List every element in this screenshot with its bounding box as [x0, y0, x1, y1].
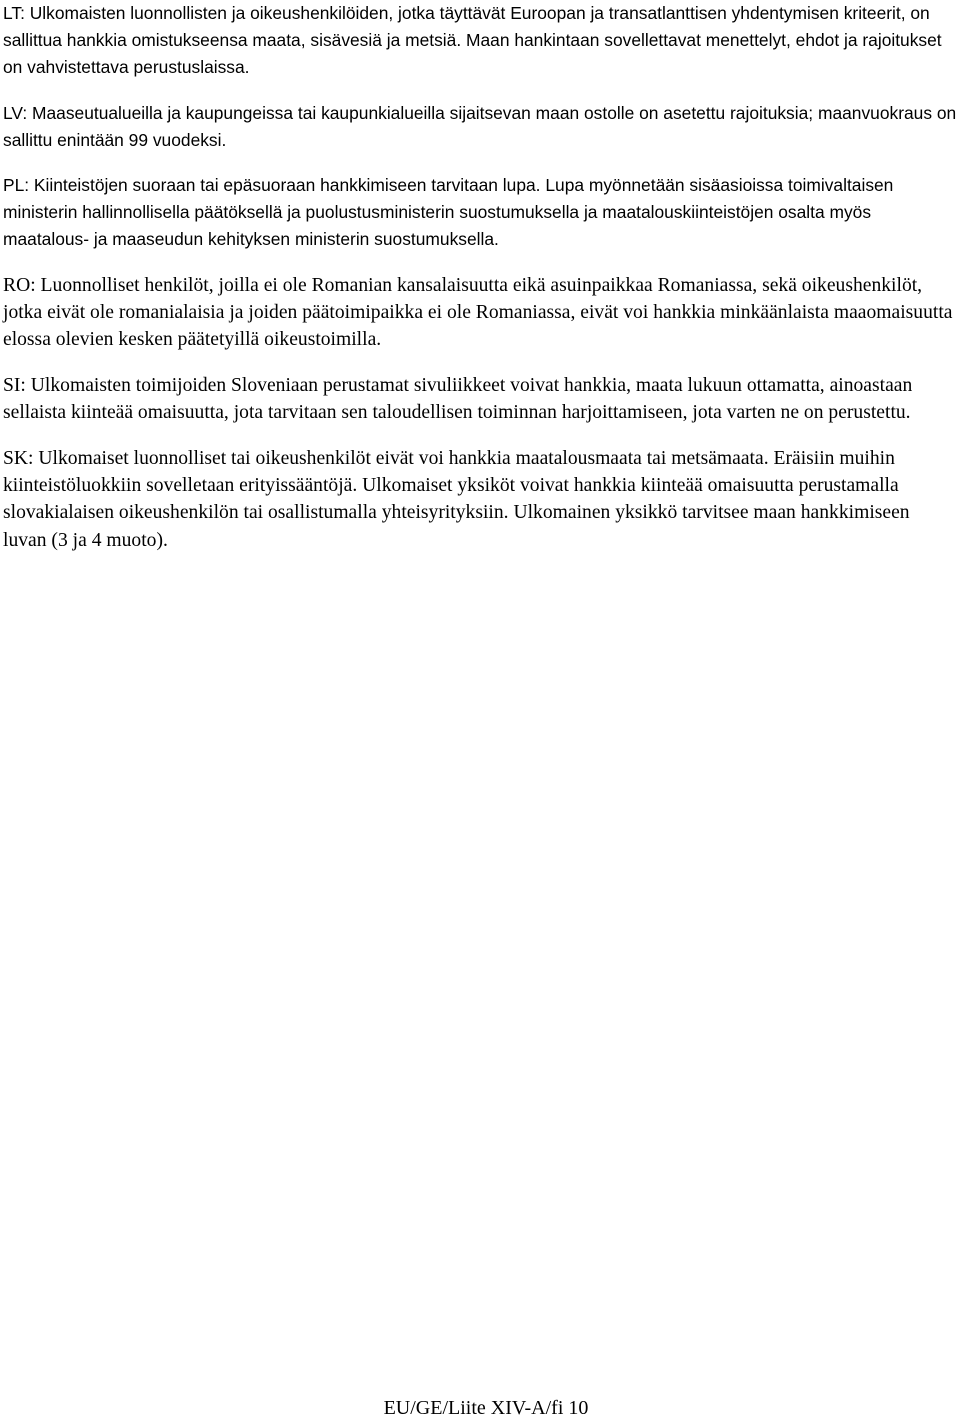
document-body	[3, 0, 957, 572]
paragraph-pl: PL: Kiinteistöjen suoraan tai epäsuoraan hankkimiseen tarvitaan lupa. Lupa myönnetään sisäasioissa toimivaltaisen ministerin hallinnollisella päätöksellä ja puolustusministerin suostumuksella ja maatalouskiinteistöjen osalta myös maatalous- ja maaseudun kehityksen ministerin suostumuksella.	[3, 175, 894, 250]
page-footer: EU/GE/Liite XIV-A/fi 10	[383, 1397, 589, 1419]
paragraph-ro: RO: Luonnolliset henkilöt, joilla ei ole Romanian kansalaisuutta eikä asuinpaikkaa Romaniassa, sekä oikeushenkilöt, jotka eivät ole romanialaisia ja joiden päätoimipaikka ei ole Romaniassa, eivät voi hankkia minkäänlaista maaomaisuutta elossa olevien kesken päätetyillä oikeustoimilla.	[3, 274, 953, 351]
paragraph-si: SI: Ulkomaisten toimijoiden Sloveniaan perustamat sivuliikkeet voivat hankkia, maata lukuun ottamatta, ainoastaan sellaista kiinteää omaisuutta, jota tarvitaan sen taloudellisen toiminnan harjoittamiseen, jota varten ne on perustettu.	[3, 374, 913, 424]
paragraph-lv: LV: Maaseutualueilla ja kaupungeissa tai kaupunkialueilla sijaitsevan maan ostolle on asetettu rajoituksia; maanvuokraus on sallittu enintään 99 vuodeksi.	[3, 102, 957, 150]
paragraph-sk: SK: Ulkomaiset luonnolliset tai oikeushenkilöt eivät voi hankkia maatalousmaata tai metsämaata. Eräisiin muihin kiinteistöluokkiin sovelletaan erityissääntöjä. Ulkomaiset yksiköt voivat hankkia kiinteää omaisuutta perustamalla slovakialaisen oikeushenkilön tai osallistumalla yhteisyrityksiin. Ulkomainen yksikkö tarvitsee maan hankkimiseen luvan (3 ja 4 muoto).	[3, 447, 910, 551]
paragraph-lt: LT: Ulkomaisten luonnollisten ja oikeushenkilöiden, jotka täyttävät Euroopan ja transatlanttisen yhdentymisen kriteerit, on sallittua hankkia omistukseensa maata, sisävesiä ja metsiä. Maan hankintaan sovellettavat menettelyt, ehdot ja rajoitukset on vahvistettava perustuslaissa.	[3, 3, 942, 78]
